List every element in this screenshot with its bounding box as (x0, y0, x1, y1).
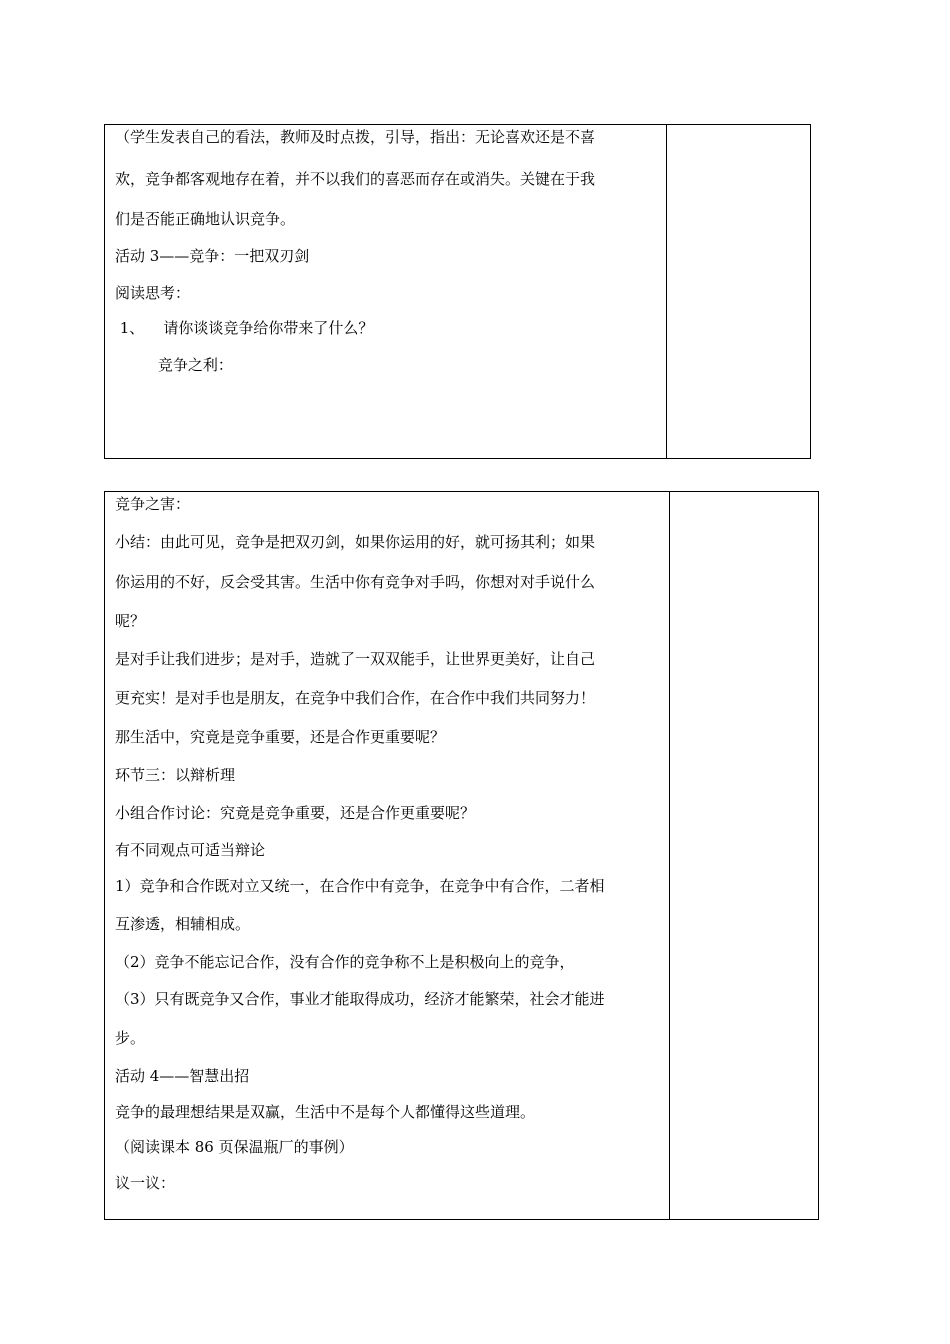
summary-line: 你运用的不好，反会受其害。生活中你有竞争对手吗，你想对对手说什么 (115, 573, 596, 591)
column-divider (669, 492, 670, 1219)
lesson-table-1 (104, 124, 811, 459)
column-divider (666, 125, 667, 458)
text-line: 竞争之害： (115, 495, 191, 513)
section-heading: 环节三：以辩析理 (115, 766, 236, 784)
point-line: 1）竞争和合作既对立又统一，在合作中有竞争，在竞争中有合作，二者相 (115, 877, 605, 895)
text-line: 那生活中，究竟是竞争重要，还是合作更重要呢？ (115, 728, 446, 746)
text-line: 议一议： (115, 1174, 176, 1192)
text-line: 们是否能正确地认识竞争。 (115, 210, 296, 228)
summary-line: 小结：由此可见，竞争是把双刃剑，如果你运用的好，就可扬其利；如果 (115, 533, 596, 551)
text-line: 欢，竞争都客观地存在着，并不以我们的喜恶而存在或消失。关键在于我 (115, 170, 596, 188)
activity-heading: 活动 3——竞争：一把双刃剑 (115, 247, 310, 265)
text-line: 小组合作讨论：究竟是竞争重要，还是合作更重要呢？ (115, 804, 476, 822)
activity-heading: 活动 4——智慧出招 (115, 1067, 250, 1085)
text-line: 竞争之利： (115, 356, 233, 374)
text-line: 是对手让我们进步；是对手，造就了一双双能手，让世界更美好，让自己 (115, 650, 596, 668)
text-line: 竞争的最理想结果是双赢，生活中不是每个人都懂得这些道理。 (115, 1103, 536, 1121)
question-item: 1、 请你谈谈竞争给你带来了什么？ (115, 319, 374, 337)
text-line: 有不同观点可适当辩论 (115, 841, 266, 859)
text-line: （学生发表自己的看法，教师及时点拨，引导，指出：无论喜欢还是不喜 (115, 128, 596, 146)
text-line: 阅读思考： (115, 284, 191, 302)
text-line: 更充实！是对手也是朋友，在竞争中我们合作，在合作中我们共同努力！ (115, 689, 596, 707)
point-line: （3）只有既竞争又合作，事业才能取得成功，经济才能繁荣，社会才能进 (115, 990, 605, 1008)
lesson-table-2 (104, 491, 819, 1220)
text-line: （阅读课本 86 页保温瓶厂的事例） (115, 1138, 354, 1156)
summary-line: 呢？ (115, 612, 146, 630)
point-line: 步。 (115, 1029, 146, 1047)
point-line: 互渗透，相辅相成。 (115, 915, 251, 933)
point-line: （2）竞争不能忘记合作，没有合作的竞争称不上是积极向上的竞争， (115, 953, 575, 971)
